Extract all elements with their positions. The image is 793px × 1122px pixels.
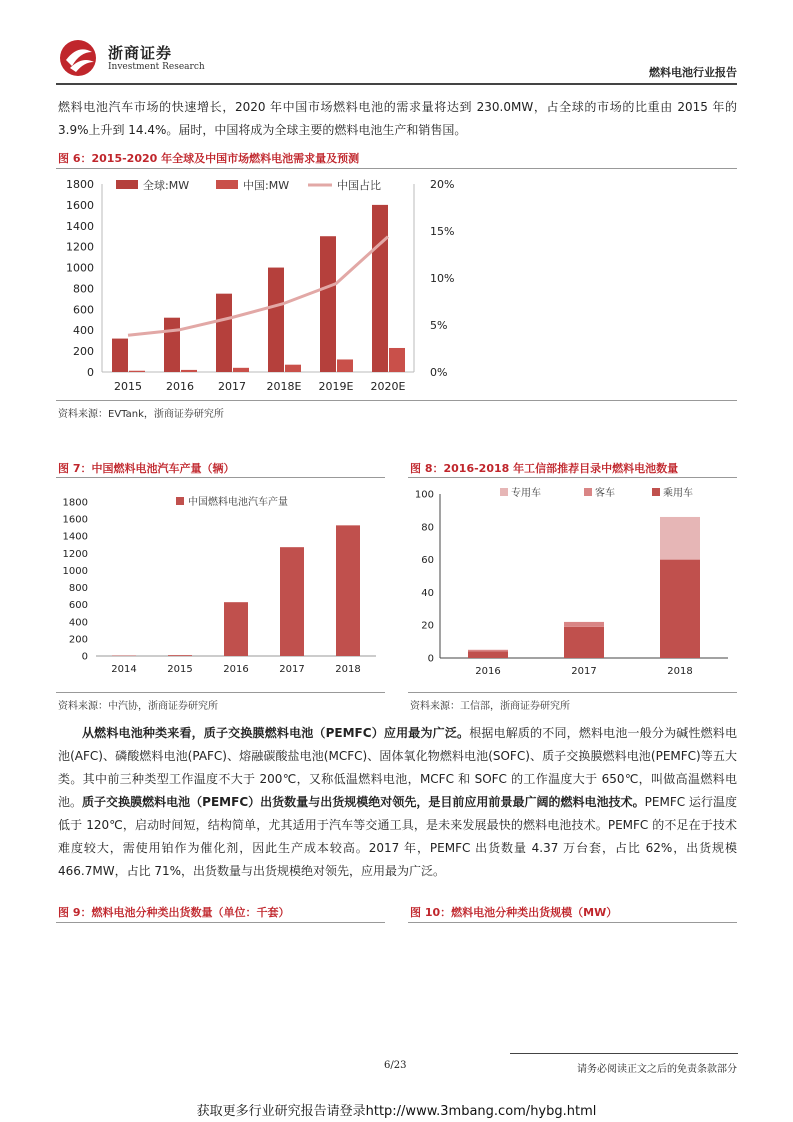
fig8-bar-segment [564, 622, 604, 627]
fig6-y-tick-label: 1800 [66, 178, 94, 191]
disclaimer: 请务必阅读正文之后的免责条款部分 [577, 1064, 737, 1075]
fig8-bar-segment [660, 517, 700, 560]
fig7-x-tick-label: 2016 [223, 664, 249, 675]
fig8-legend-label: 乘用车 [663, 488, 693, 499]
header-divider [56, 83, 737, 85]
fig6-x-tick-label: 2019E [318, 380, 354, 393]
fig7-y-tick-label: 1400 [62, 531, 88, 543]
fig6-x-tick-label: 2015 [114, 380, 142, 393]
fig6-x-tick-label: 2017 [218, 380, 246, 393]
fig7-y-tick-label: 1600 [62, 514, 88, 526]
fig8-bottom-rule [408, 692, 737, 693]
fig8-chart [408, 480, 737, 690]
body-mid-bold: 质子交换膜燃料电池（PEMFC）出货数量与出货规模绝对领先，是目前应用前景最广阔的燃料电池技术。 [82, 795, 645, 809]
fig6-title: 图 6：2015-2020 年全球及中国市场燃料电池需求量及预测 [58, 152, 360, 165]
fig9-title-rule [56, 922, 385, 923]
fig7-bar [168, 655, 192, 656]
fig8-legend-swatch [500, 488, 508, 496]
fig7-y-tick-label: 1800 [62, 497, 88, 509]
fig10-title: 图 10：燃料电池分种类出货规模（MW） [410, 906, 618, 919]
fig6-y-tick-label: 1200 [66, 240, 94, 254]
fig8-legend-swatch [652, 488, 660, 496]
fig8-source: 资料来源：工信部，浙商证券研究所 [410, 701, 570, 712]
brand-subtitle: Investment Research [108, 62, 205, 72]
fig7-source: 资料来源：中汽协，浙商证券研究所 [58, 701, 218, 712]
fig6-legend-swatch-china [216, 180, 238, 189]
fig6-x-tick-label: 2016 [166, 380, 194, 393]
fig8-x-tick-label: 2016 [475, 666, 501, 677]
fig6-y-tick-label: 200 [73, 345, 94, 359]
brand-logo-icon [58, 38, 104, 78]
fig6-y-tick-label: 1400 [66, 219, 94, 233]
fig7-bar [224, 602, 248, 656]
fig8-bar-segment [468, 651, 508, 658]
fig6-x-tick-label: 2018E [266, 380, 302, 393]
footer-divider [510, 1053, 738, 1054]
fig7-bar [336, 525, 360, 656]
fig6-bar-global [164, 318, 180, 372]
fig7-chart [56, 480, 385, 690]
report-type: 燃料电池行业报告 [649, 66, 737, 79]
fig6-bar-global [372, 205, 388, 372]
fig6-y2-tick-label: 15% [430, 225, 455, 238]
fig8-x-tick-label: 2017 [571, 666, 597, 677]
fig6-y-tick-label: 0 [87, 366, 94, 379]
fig8-bar-segment [564, 627, 604, 658]
fig7-title-rule [56, 477, 385, 478]
fig6-bar-china [337, 359, 353, 372]
fig8-y-tick-label: 20 [421, 620, 434, 632]
fig6-bar-china [233, 368, 249, 372]
fig6-y2-tick-label: 20% [430, 178, 455, 191]
fig6-bar-global [320, 236, 336, 372]
fig7-legend-swatch [176, 497, 184, 505]
fig8-x-tick-label: 2018 [667, 666, 693, 677]
fig7-y-tick-label: 200 [68, 634, 88, 646]
fig7-bottom-rule [56, 692, 385, 693]
body-part2: PEMFC 运行温度低于 120℃，启动时间短，结构简单，尤其适用于汽车等交通工具，是未来发展最快的燃料电池技术。PEMFC 的不足在于技术难度较大，需使用铂作为催化剂，因此生产成本较高。2017 年，PEMFC 出货数量 4.37 万台套，占比 62%，出货规模 466.7MW，占比 71%，出货数量与出货规模绝对领先，应用最为广泛。 [58, 795, 737, 878]
fig6-legend-label-share: 中国占比 [337, 179, 381, 192]
body-lead-bold: 从燃料电池种类来看，质子交换膜燃料电池（PEMFC）应用最为广泛。 [82, 726, 470, 740]
page-number: 6/23 [384, 1060, 407, 1071]
fig8-y-tick-label: 80 [421, 522, 434, 534]
fig8-y-tick-label: 60 [421, 555, 434, 567]
fig6-legend-swatch-global [116, 180, 138, 189]
fig7-bar [280, 547, 304, 656]
fig6-y2-tick-label: 5% [430, 319, 448, 332]
fig6-bar-china [285, 365, 301, 372]
fig6-bar-global [216, 294, 232, 372]
fig8-bar-segment [468, 650, 508, 652]
fig8-legend-label: 专用车 [511, 488, 541, 499]
fig6-x-tick-label: 2020E [370, 380, 406, 393]
fig8-bar-segment [660, 560, 700, 658]
fig7-y-tick-label: 800 [68, 583, 88, 595]
fig6-bar-global [268, 268, 284, 372]
fig6-y-tick-label: 1600 [66, 198, 94, 212]
fig7-x-tick-label: 2015 [167, 664, 193, 675]
fig8-title-rule [408, 477, 737, 478]
fig8-y-tick-label: 100 [414, 489, 434, 501]
intro-paragraph: 燃料电池汽车市场的快速增长，2020 年中国市场燃料电池的需求量将达到 230.0MW，占全球的市场的比重由 2015 年的 3.9%上升到 14.4%。届时，中国将成为全球主要的燃料电池生产和销售国。 [58, 100, 737, 137]
fig7-title: 图 7：中国燃料电池汽车产量（辆） [58, 462, 235, 475]
fig8-legend-label: 客车 [595, 488, 615, 499]
fig6-y2-tick-label: 10% [430, 272, 455, 285]
body-part1: 根据电解质的不同，燃料电池一般分为碱性燃料电池(AFC)、磷酸燃料电池(PAFC)、熔融碳酸盐电池(MCFC)、固体氧化物燃料电池(SOFC)、质子交换膜燃料电池(PEMFC)等五大类。其中前三种类型工作温度不大于 200℃，又称低温燃料电池，MCFC 和 SOFC 的工作温度大于 650℃，叫做高温燃料电池。 [58, 726, 737, 809]
fig6-y-tick-label: 400 [73, 324, 94, 338]
fig6-bar-china [129, 371, 145, 372]
fig6-y-tick-label: 1000 [66, 261, 94, 275]
fig7-x-tick-label: 2018 [335, 664, 361, 675]
fig6-source: 资料来源：EVTank，浙商证券研究所 [58, 409, 224, 420]
fig7-x-tick-label: 2014 [111, 664, 137, 675]
fig9-title: 图 9：燃料电池分种类出货数量（单位：千套） [58, 906, 290, 919]
fig7-y-tick-label: 0 [81, 651, 88, 663]
download-link[interactable]: 获取更多行业研究报告请登录http://www.3mbang.com/hybg.html [196, 1104, 597, 1119]
fig6-bottom-rule [56, 400, 737, 401]
fig6-chart [56, 170, 737, 398]
fig6-y-tick-label: 600 [73, 303, 94, 317]
fig8-y-tick-label: 40 [421, 587, 434, 599]
fig6-legend-label-china: 中国:MW [243, 179, 290, 192]
fig7-y-tick-label: 1000 [62, 565, 88, 577]
fig6-bar-china [181, 370, 197, 372]
fig6-bar-global [112, 339, 128, 372]
body-paragraph [58, 722, 737, 883]
fig8-y-tick-label: 0 [427, 653, 434, 665]
fig6-legend-label-global: 全球:MW [143, 179, 190, 192]
brand-name: 浙商证券 [108, 44, 173, 62]
fig8-legend-swatch [584, 488, 592, 496]
fig6-title-rule [56, 168, 737, 169]
fig7-y-tick-label: 400 [68, 617, 88, 629]
fig6-bar-china [389, 348, 405, 372]
fig6-y2-tick-label: 0% [430, 366, 448, 379]
fig10-title-rule [408, 922, 737, 923]
fig7-legend-label: 中国燃料电池汽车产量 [188, 497, 288, 508]
fig8-title: 图 8：2016-2018 年工信部推荐目录中燃料电池数量 [410, 462, 679, 475]
fig7-y-tick-label: 1200 [62, 548, 88, 560]
fig7-y-tick-label: 600 [68, 600, 88, 612]
fig7-x-tick-label: 2017 [279, 664, 305, 675]
fig6-y-tick-label: 800 [73, 282, 94, 296]
